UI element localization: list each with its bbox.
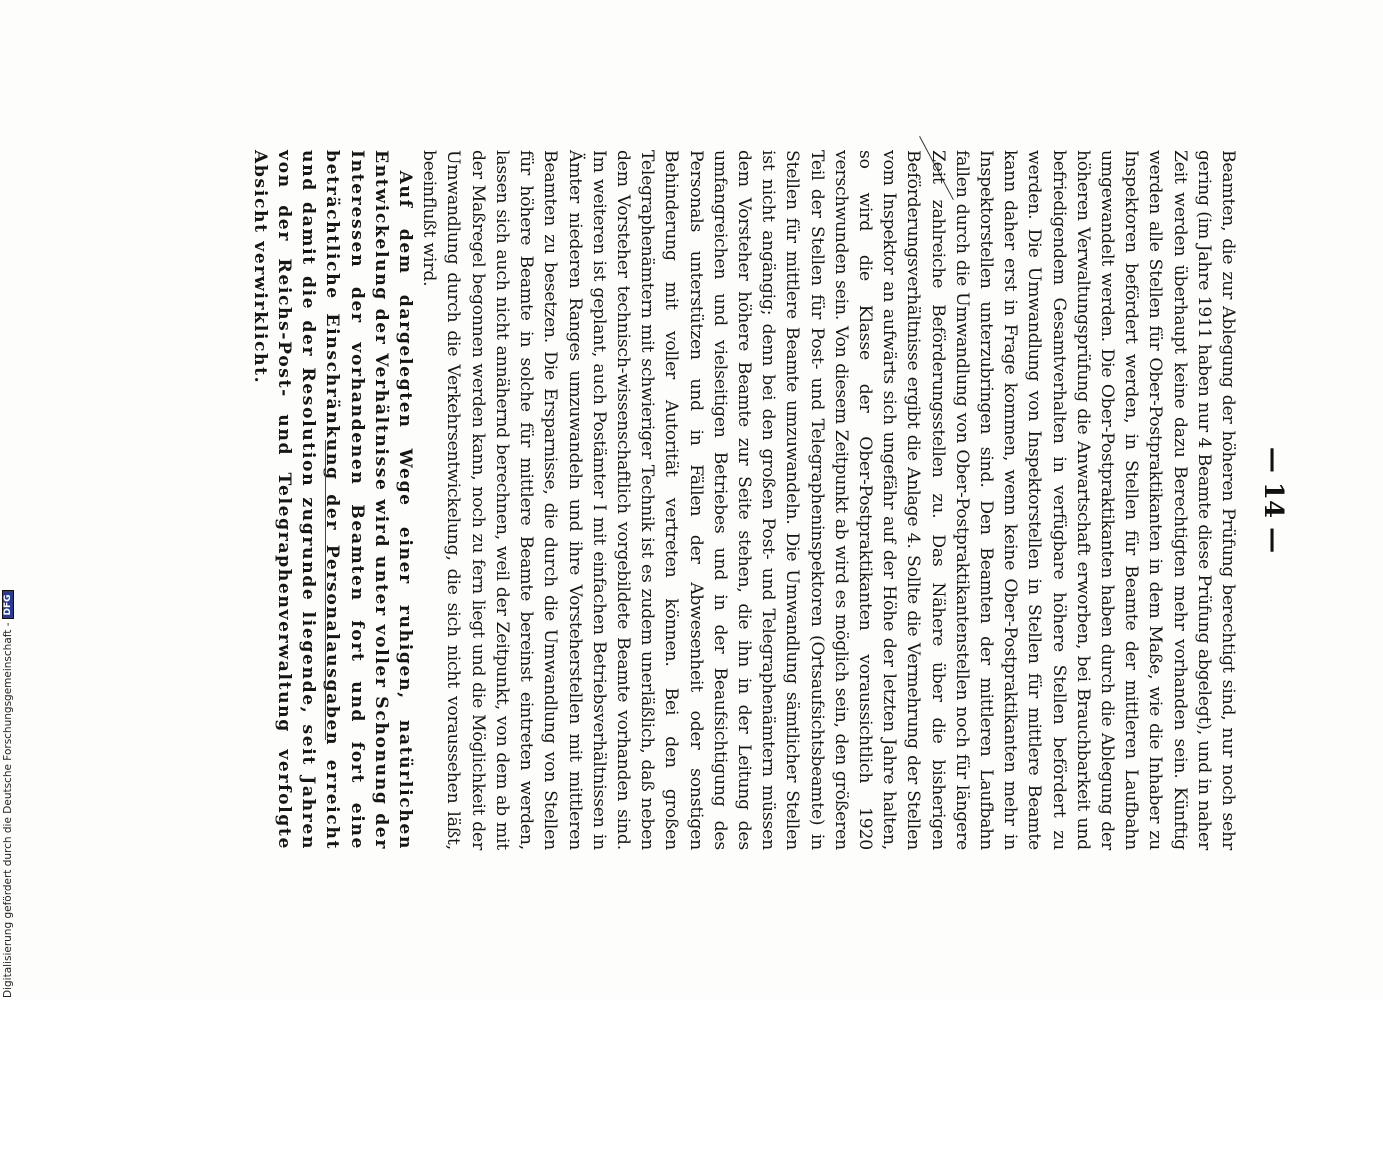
paragraph-2: Auf dem dargelegten Wege einer ruhigen, natürlichen Entwickelung der Verhältnisse wird unter voller Schonung der Interessen der vorhandenen Beamten fort und fort eine beträchtliche Einschränkung der Personalausgaben erreicht und damit die der Resolution zugrunde liegende, seit Jahren von der Reichs-Post- und Telegraphenverwaltung verfolgte Absicht verwirklicht. [249, 150, 416, 850]
credit-text: Digitalisierung gefördert durch die Deutsche Forschungsgemeinschaft - [2, 622, 14, 998]
digitization-credit [2, 590, 14, 998]
paragraph-1: Beamten, die zur Ablegung der höheren Prüfung berechtigt sind, nur noch sehr gering (im Jahre 1911 haben nur 4 Beamte diese Prüfung abgelegt), und in naher Zeit werden überhaupt keine dazu Berechtigten mehr vorhanden sein. Künftig werden alle Stellen für Ober-Postpraktikanten in dem Maße, wie die Inhaber zu Inspektoren befördert werden, in Stellen für Beamte der mittleren Laufbahn umgewandelt werden. Die Ober-Postpraktikanten haben durch die Ablegung der höheren Verwaltungsprüfung die Anwartschaft erworben, bei Brauchbarkeit und befriedigendem Gesamtverhalten in verfügbare höhere Stellen befördert zu werden. Die Umwandlung von Inspektorstellen in Stellen für mittlere Beamte kann daher erst in Frage kommen, wenn keine Ober-Postpraktikanten mehr in Inspektorstellen unterzubringen sind. Den Beamten der mittleren Laufbahn fallen durch die Umwandlung von Ober-Postpraktikantenstellen noch für längere Zeit zahlreiche Beförderungsstellen zu. Das Nähere über die bisherigen Beförderungsverhältnisse ergibt die Anlage 4. Sollte die Vermehrung der Stellen vom Inspektor an aufwärts sich ungefähr auf der Höhe der letzten Jahre halten, so wird die Klasse der Ober-Postpraktikanten voraussichtlich 1920 verschwunden sein. Von diesem Zeitpunkt ab wird es möglich sein, den größeren Teil der Stellen für Post- und Telegrapheninspektoren (Ortsaufsichtsbeamte) in Stellen für mittlere Beamte umzuwandeln. Die Umwandlung sämtlicher Stellen ist nicht angängig; denn bei den großen Post- und Telegraphenämtern müssen dem Vorsteher höhere Beamte zur Seite stehen, die ihn in der Leitung des umfangreichen und vielseitigen Betriebes und in der Beaufsichtigung des Personals unterstützen und in Fällen der Abwesenheit oder sonstigen Behinderung mit voller Autorität vertreten können. Bei den großen Telegraphenämtern mit schwieriger Technik ist es zudem unerläßlich, daß neben dem Vorsteher technisch-wissenschaftlich vorgebildete Beamte vorhanden sind. Im weiteren ist geplant, auch Postämter I mit einfachen Betriebsverhältnissen in Ämter niederen Ranges umzuwandeln und ihre Vorsteherstellen mit mittleren Beamten zu besetzen. Die Ersparnisse, die durch die Umwandlung von Stellen für höhere Beamte in solche für mittlere Beamte bereinst eintreten werden, lassen sich auch nicht annähernd berechnen, weil der Zeitpunkt, von dem ab mit der Maßregel begonnen werden kann, noch zu fern liegt und die Möglichkeit der Umwandlung durch die Verkehrsentwickelung, die sich nicht voraussehen läßt, beeinflußt wird. [419, 150, 1238, 850]
page-number: — 14 — [1258, 446, 1288, 554]
footnote-rule [325, 440, 326, 740]
body-text [248, 150, 1240, 850]
rotated-text-page [249, 150, 1288, 1150]
dfg-logo: DFG [2, 590, 14, 619]
